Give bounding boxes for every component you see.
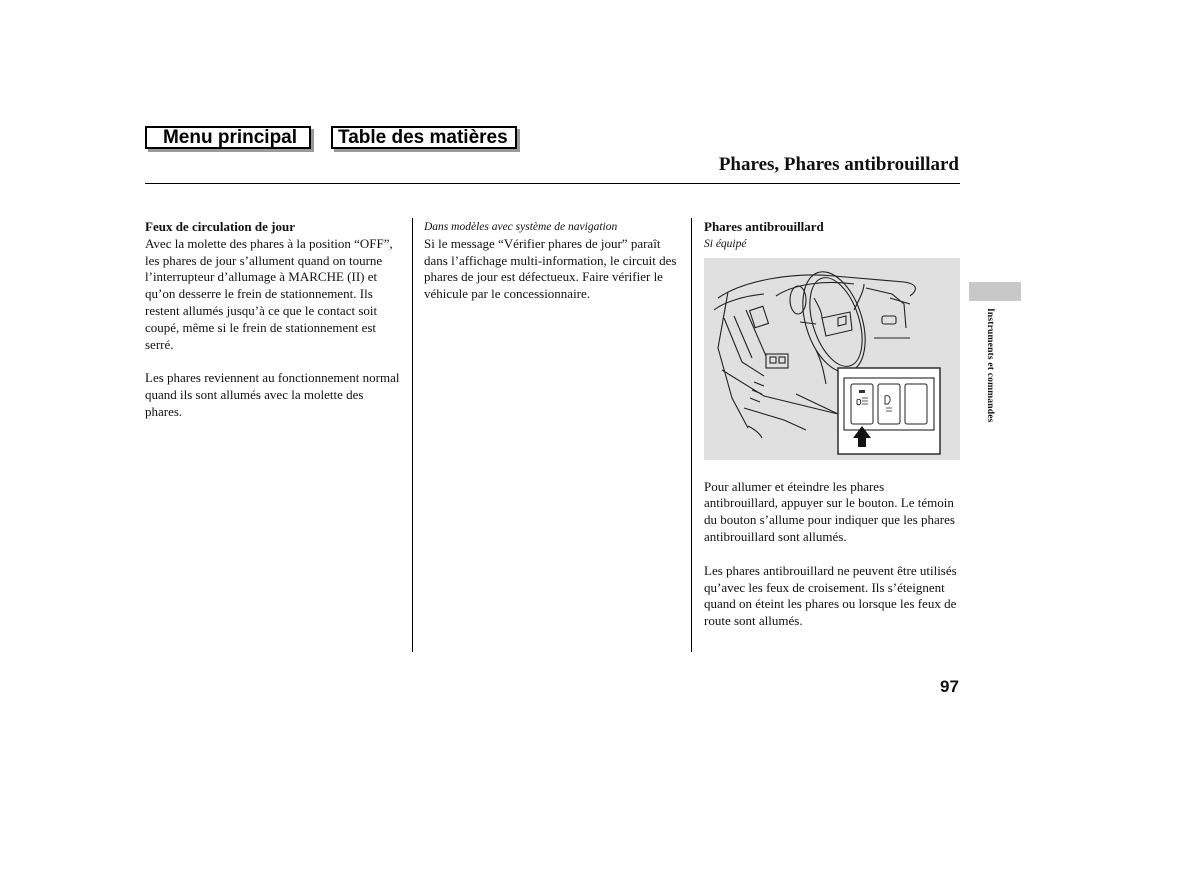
section-tab [969, 282, 1021, 301]
section-tab-label: Instruments et commandes [985, 308, 995, 423]
body-paragraph: Avec la molette des phares à la position “OFF”, les phares de jour s’allument quand on tourne l’interrupteur d’allumage à MARCHE (II) et qu’on desserre le frein de stationnement. Ils restent allumés jusqu’à ce que le contact soit coupé, même si le frein de stationnement est serré. [145, 235, 393, 352]
fog-light-switch-illustration [704, 258, 960, 460]
header-rule [145, 183, 960, 184]
column-navigation-note [424, 219, 682, 320]
section-heading: Feux de circulation de jour [145, 219, 295, 234]
equipment-note: Si équipé [704, 237, 747, 250]
body-paragraph: Si le message “Vérifier phares de jour” paraît dans l’affichage multi-information, le circuit des phares de jour est défectueux. Faire vérifier le véhicule par le concessionnaire. [424, 235, 677, 302]
column-divider [691, 218, 692, 652]
body-paragraph: Pour allumer et éteindre les phares antibrouillard, appuyer sur le bouton. Le témoin du bouton s’allume pour indiquer que les phares antibrouillard sont allumés. [704, 478, 955, 544]
page-title: Phares, Phares antibrouillard [718, 154, 959, 175]
table-of-contents-button[interactable]: Table des matières [331, 126, 517, 149]
page-number: 97 [940, 677, 959, 696]
dashboard-drawing [704, 258, 960, 460]
main-menu-button[interactable]: Menu principal [145, 126, 311, 149]
column-daytime-running-lights [145, 219, 403, 438]
body-paragraph: Les phares reviennent au fonctionnement normal quand ils sont allumés avec la molette des phares. [145, 370, 400, 419]
model-note: Dans modèles avec système de navigation [424, 221, 618, 233]
section-heading: Phares antibrouillard [704, 219, 824, 234]
column-divider [412, 218, 413, 652]
body-paragraph: Les phares antibrouillard ne peuvent être utilisés qu’avec les feux de croisement. Ils s’éteignent quand on éteint les phares ou lorsque les feux de route sont allumés. [704, 562, 957, 629]
